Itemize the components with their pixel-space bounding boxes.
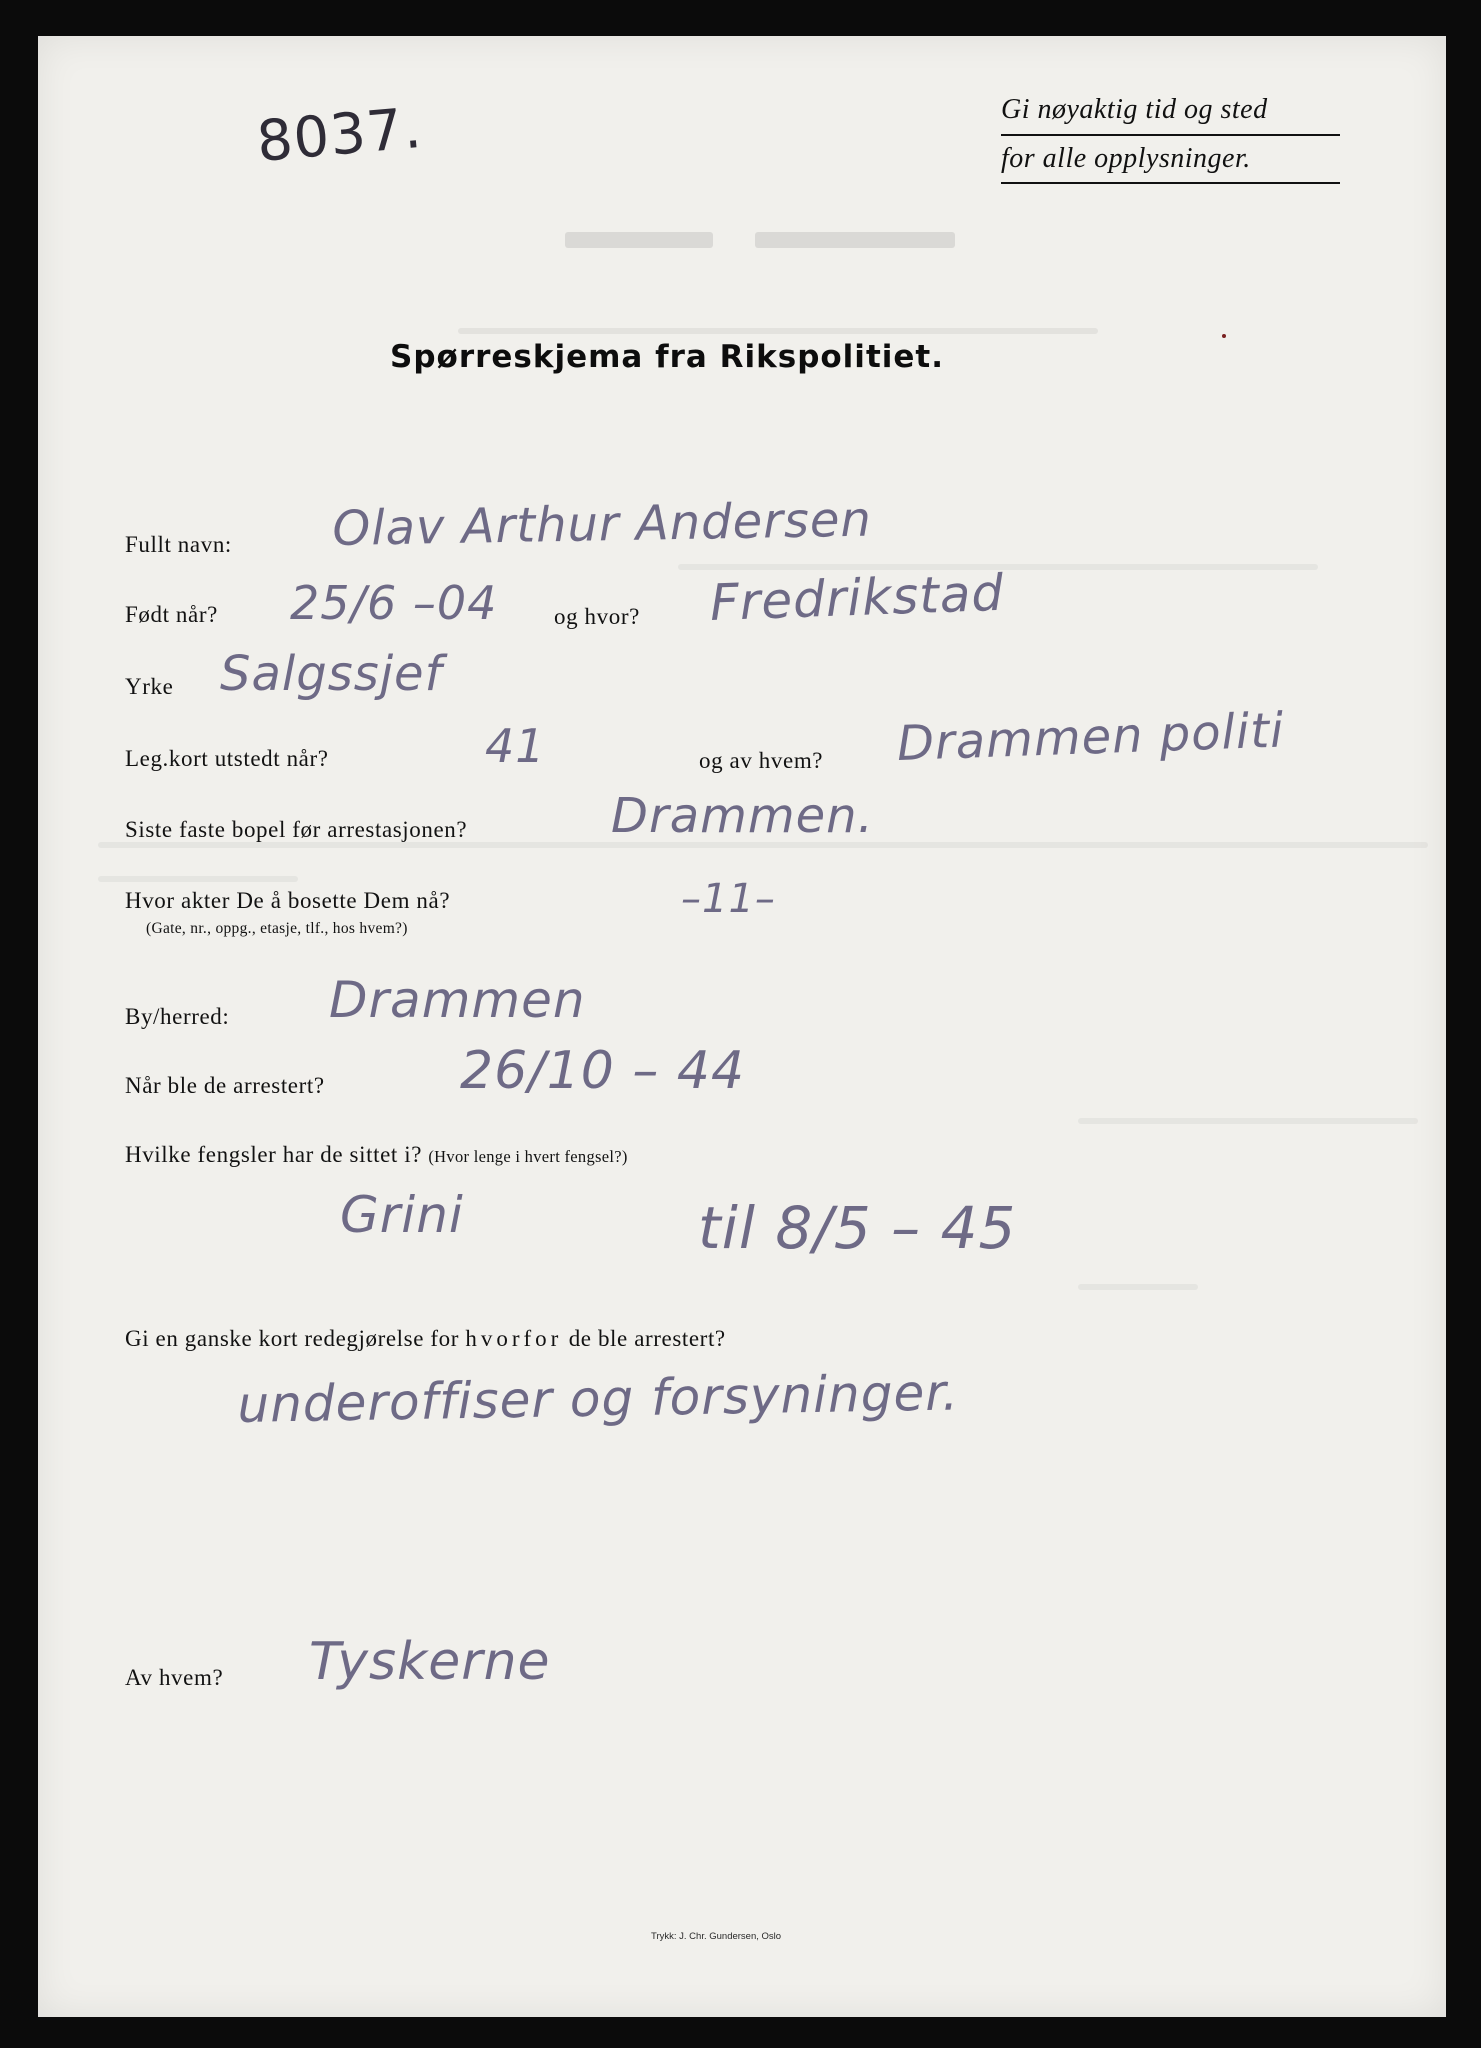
bleed-through-bar <box>755 232 955 248</box>
label-reason-post: de ble arrestert? <box>568 1326 726 1351</box>
label-id-card-when: Leg.kort utstedt når? <box>125 746 329 771</box>
value-by-whom: Tyskerne <box>309 1632 551 1692</box>
archive-number: 8037. <box>254 95 425 175</box>
form-title: Spørreskjema fra Rikspolitiet. <box>390 339 945 375</box>
bleed-through-bar <box>1078 1284 1198 1290</box>
bleed-through-bar <box>458 328 1098 334</box>
notice-underline <box>1001 134 1340 136</box>
sublabel-settle-now: (Gate, nr., oppg., etasje, tlf., hos hvem?) <box>146 920 408 937</box>
bleed-through-bar <box>565 232 713 248</box>
value-last-residence: Drammen. <box>611 788 874 844</box>
label-prisons-main: Hvilke fengsler har de sittet i? <box>125 1142 423 1167</box>
value-occupation: Salgssjef <box>220 646 443 702</box>
value-arrested-when: 26/10 – 44 <box>460 1041 746 1101</box>
label-born-when: Født når? <box>125 602 218 627</box>
label-settle-now: Hvor akter De å bosette Dem nå? <box>125 888 451 913</box>
notice-underline <box>1001 182 1340 184</box>
label-reason-pre: Gi en ganske kort redegjørelse for <box>125 1326 459 1351</box>
label-id-card-by: og av hvem? <box>699 748 824 773</box>
notice-line-1: Gi nøyaktig tid og sted <box>1001 94 1268 125</box>
label-last-residence: Siste faste bopel før arrestasjonen? <box>125 817 468 842</box>
label-by-whom: Av hvem? <box>125 1665 224 1690</box>
label-occupation: Yrke <box>125 674 174 699</box>
value-id-card-by: Drammen politi <box>896 702 1286 772</box>
sublabel-prisons: (Hvor lenge i hvert fengsel?) <box>428 1147 628 1166</box>
ink-dot <box>1222 334 1226 338</box>
value-municipality: Drammen <box>329 971 586 1029</box>
form-page <box>38 36 1446 2017</box>
label-municipality: By/herred: <box>125 1004 230 1029</box>
value-id-card-when: 41 <box>485 719 546 773</box>
value-full-name: Olav Arthur Andersen <box>332 491 873 557</box>
label-full-name: Fullt navn: <box>125 532 232 557</box>
notice-line-2: for alle opplysninger. <box>1001 143 1251 174</box>
label-born-where: og hvor? <box>554 604 640 629</box>
value-settle-now: –11– <box>681 876 776 922</box>
label-arrested-when: Når ble de arrestert? <box>125 1073 325 1098</box>
bleed-through-bar <box>98 876 298 882</box>
value-prison-place: Grini <box>340 1186 464 1244</box>
value-born-where: Fredrikstad <box>708 563 1006 632</box>
label-prisons <box>125 1142 628 1168</box>
label-reason <box>125 1326 726 1352</box>
printer-imprint: Trykk: J. Chr. Gundersen, Oslo <box>651 1931 782 1942</box>
value-reason: underoffiser og forsyninger. <box>236 1363 960 1434</box>
value-born-when: 25/6 –04 <box>290 576 498 630</box>
label-reason-emph: hvorfor <box>465 1326 563 1351</box>
value-prison-until: til 8/5 – 45 <box>698 1194 1017 1262</box>
bleed-through-bar <box>1078 1118 1418 1124</box>
